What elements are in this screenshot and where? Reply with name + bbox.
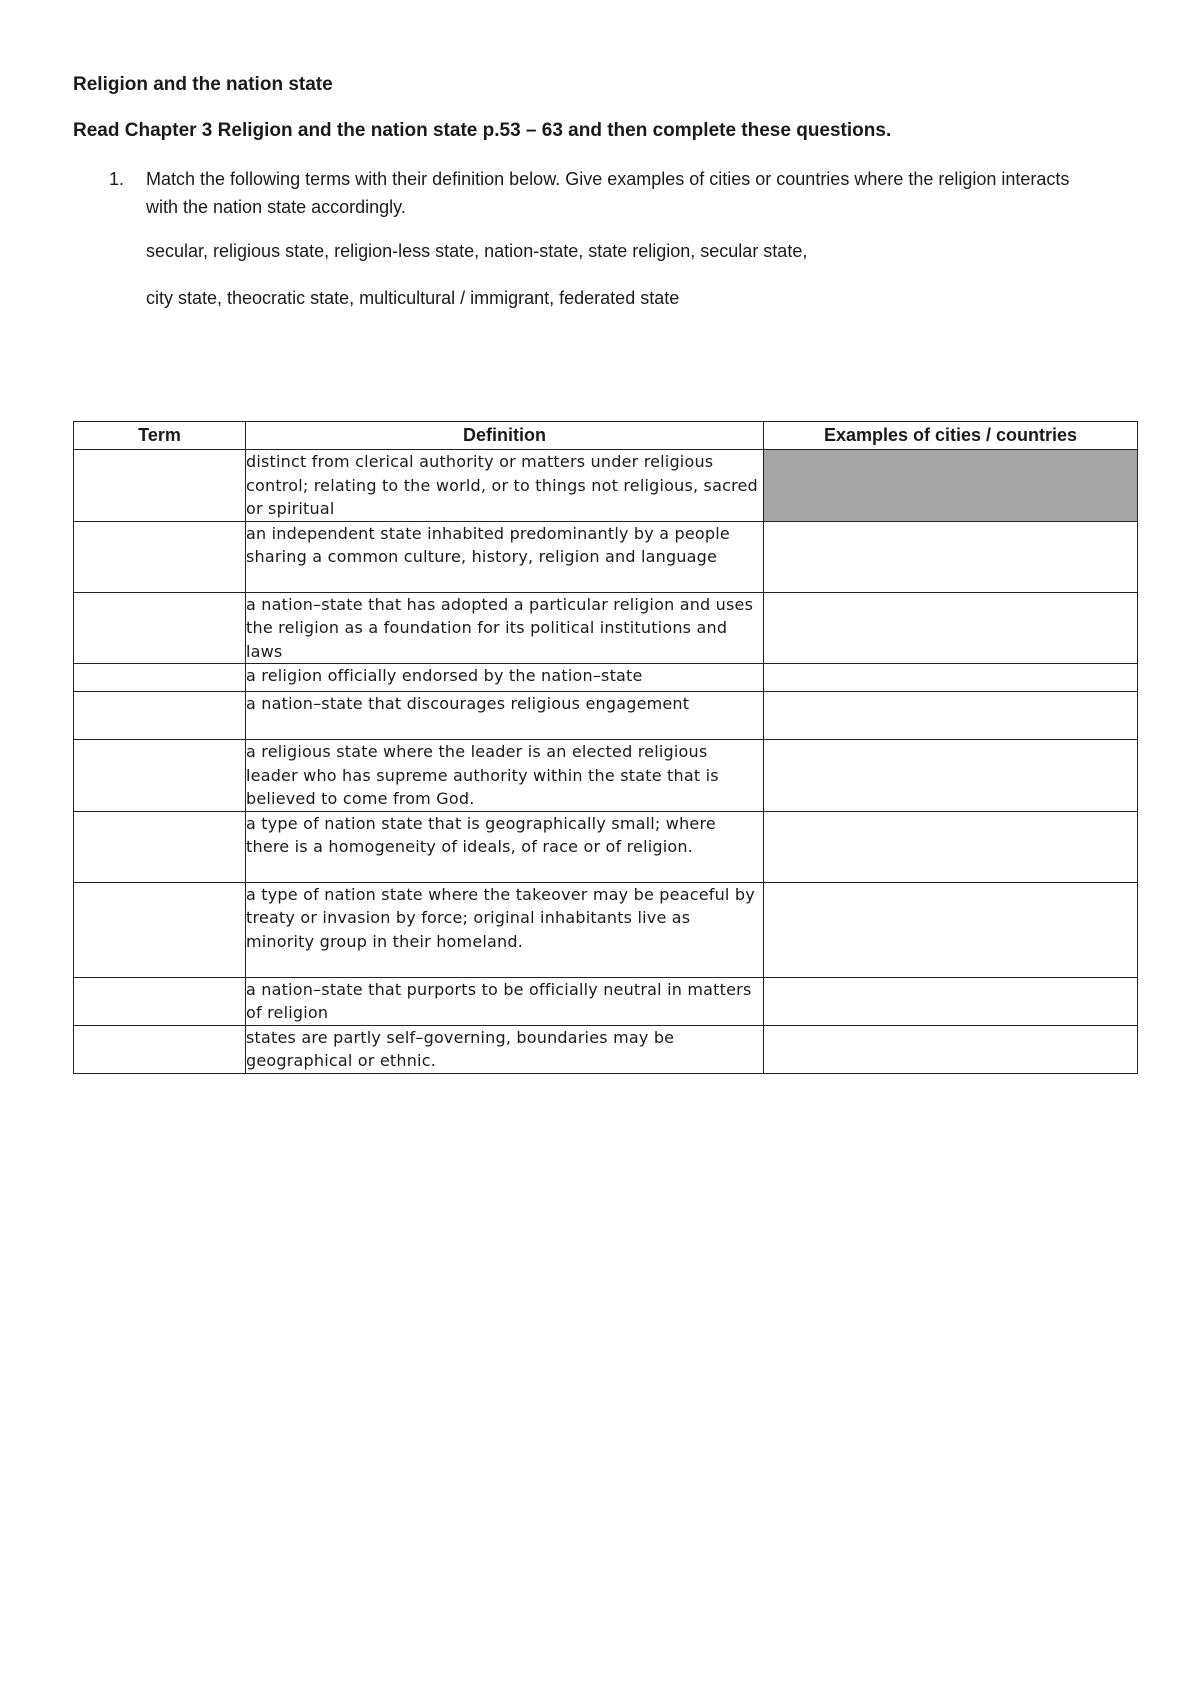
table-row xyxy=(74,882,1138,977)
example-cell[interactable] xyxy=(764,740,1138,812)
table-row xyxy=(74,592,1138,664)
term-cell[interactable] xyxy=(74,450,246,522)
term-cell[interactable] xyxy=(74,977,246,1025)
term-cell[interactable] xyxy=(74,882,246,977)
example-cell[interactable] xyxy=(764,521,1138,592)
table-row xyxy=(74,1025,1138,1073)
term-cell[interactable] xyxy=(74,692,246,740)
table-row xyxy=(74,450,1138,522)
table-row xyxy=(74,521,1138,592)
reading-instruction: Read Chapter 3 Religion and the nation state p.53 – 63 and then complete these questions. xyxy=(73,120,892,141)
term-cell[interactable] xyxy=(74,592,246,664)
example-cell[interactable] xyxy=(764,664,1138,692)
example-cell[interactable] xyxy=(764,811,1138,882)
example-cell[interactable] xyxy=(764,977,1138,1025)
definition-cell: an independent state inhabited predominantly by a people sharing a common culture, history, religion and language xyxy=(246,521,764,592)
example-cell[interactable] xyxy=(764,882,1138,977)
header-definition: Definition xyxy=(246,422,764,450)
table-row xyxy=(74,811,1138,882)
definition-cell: a nation–state that purports to be officially neutral in matters of religion xyxy=(246,977,764,1025)
table-header-row xyxy=(74,422,1138,450)
definition-cell: a nation–state that discourages religious engagement xyxy=(246,692,764,740)
table-row xyxy=(74,977,1138,1025)
question-text: Match the following terms with their definition below. Give examples of cities or countries where the religion interacts with the nation state accordingly. xyxy=(146,169,1070,217)
term-cell[interactable] xyxy=(74,521,246,592)
table-row xyxy=(74,740,1138,812)
question-1 xyxy=(73,165,1093,221)
table-row xyxy=(74,664,1138,692)
definition-cell: distinct from clerical authority or matters under religious control; relating to the world, or to things not religious, sacred or spiritual xyxy=(246,450,764,522)
term-cell[interactable] xyxy=(74,811,246,882)
example-cell[interactable] xyxy=(764,692,1138,740)
definition-cell: a religion officially endorsed by the nation–state xyxy=(246,664,764,692)
definition-cell: a religious state where the leader is an elected religious leader who has supreme authority within the state that is believed to come from God. xyxy=(246,740,764,812)
page-title: Religion and the nation state xyxy=(73,74,333,95)
question-number: 1. xyxy=(109,169,125,189)
term-cell[interactable] xyxy=(74,664,246,692)
table-row xyxy=(74,692,1138,740)
header-term: Term xyxy=(74,422,246,450)
definition-cell: states are partly self–governing, boundaries may be geographical or ethnic. xyxy=(246,1025,764,1073)
header-examples: Examples of cities / countries xyxy=(764,422,1138,450)
definition-cell: a nation–state that has adopted a particular religion and uses the religion as a foundation for its political institutions and laws xyxy=(246,592,764,664)
example-cell-shaded xyxy=(764,450,1138,522)
definition-cell: a type of nation state that is geographically small; where there is a homogeneity of ideals, of race or of religion. xyxy=(246,811,764,882)
definition-cell: a type of nation state where the takeover may be peaceful by treaty or invasion by force; original inhabitants live as minority group in their homeland. xyxy=(246,882,764,977)
term-cell[interactable] xyxy=(74,740,246,812)
example-cell[interactable] xyxy=(764,592,1138,664)
term-cell[interactable] xyxy=(74,1025,246,1073)
terms-list-line-1: secular, religious state, religion-less state, nation-state, state religion, secular state, xyxy=(146,241,808,261)
terms-list-line-2: city state, theocratic state, multicultural / immigrant, federated state xyxy=(146,288,680,308)
terms-definitions-table xyxy=(73,421,1138,1074)
example-cell[interactable] xyxy=(764,1025,1138,1073)
